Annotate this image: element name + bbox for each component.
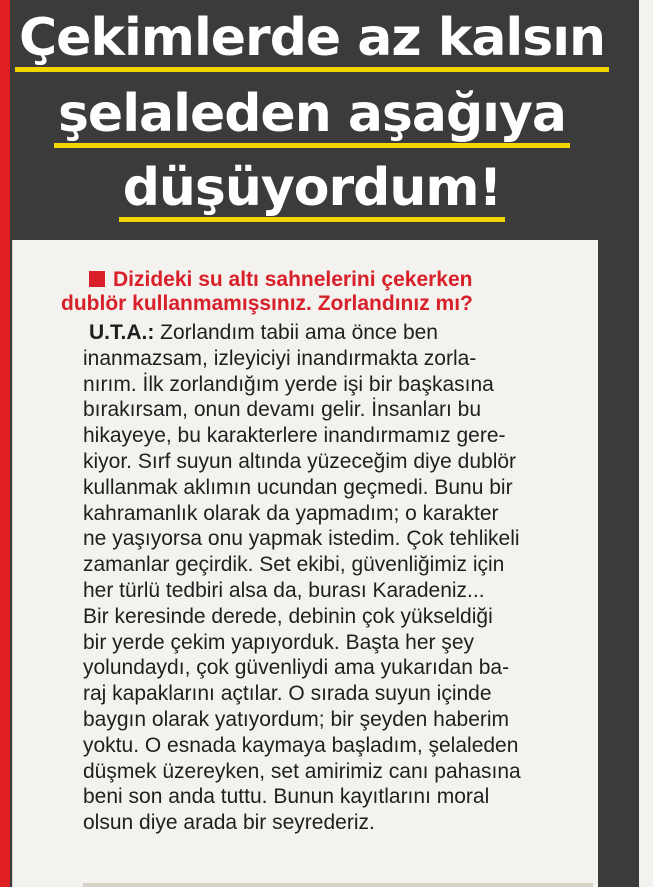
answer-line: düşmek üzereyken, set amirimiz canı pahasına <box>83 759 521 783</box>
answer-line: U.T.A.: Zorlandım tabii ama önce ben <box>89 321 438 344</box>
interview-answer <box>83 320 593 836</box>
answer-line: ne yaşıyorsa onu yapmak istedim. Çok tehlikeli <box>83 527 520 551</box>
answer-line: bir yerde çekim yapıyorduk. Başta her şey <box>83 630 475 654</box>
answer-line: yoktu. O esnada kaymaya başladım, şelaleden <box>83 733 519 757</box>
headline-line-2: şelaleden aşağıya <box>12 84 612 148</box>
question-line-1: Dizideki su altı sahnelerini çekerken <box>89 268 589 292</box>
answer-line: inanmazsam, izleyiciyi inandırmakta zorla- <box>83 346 477 370</box>
answer-line: hikayeye, bu karakterlere inandırmamız gere- <box>83 424 506 448</box>
page-right-edge <box>639 0 653 887</box>
answer-line: olsun diye arada bir seyrederiz. <box>83 811 375 835</box>
answer-line: raj kapaklarını açtılar. O sırada suyun içinde <box>83 682 492 706</box>
interview-question <box>61 268 589 316</box>
answer-line: bırakırsam, onun devamı gelir. İnsanları bu <box>83 398 482 422</box>
answer-line: kiyor. Sırf suyun altında yüzeceğim diye dublör <box>83 449 517 473</box>
answer-line: nırım. İlk zorlandığım yerde işi bir başkasına <box>83 372 494 396</box>
answer-line: kullanmak aklımın ucundan geçmedi. Bunu bir <box>83 475 513 499</box>
answer-line: zamanlar geçirdik. Set ekibi, güvenliğimiz için <box>83 553 505 577</box>
answer-line: beni son anda tuttu. Bunun kayıtlarını moral <box>83 785 490 809</box>
red-square-bullet-icon <box>89 271 105 287</box>
answer-line: yolundaydı, çok güvenliydi ama yukarıdan ba- <box>83 656 510 680</box>
red-margin-stripe <box>0 0 10 887</box>
speaker-initials: U.T.A.: <box>89 321 155 344</box>
question-line-2: dublör kullanmamışsınız. Zorlandınız mı? <box>61 292 473 315</box>
cut-off-next-paragraph <box>83 883 593 887</box>
answer-line: her türlü tedbiri alsa da, burası Karadeniz... <box>83 578 485 602</box>
answer-line: Bir keresinde derede, debinin çok yükseldiği <box>83 604 493 628</box>
answer-line: baygın olarak yatıyordum; bir şeyden haberim <box>83 707 510 731</box>
headline-line-1: Çekimlerde az kalsın <box>12 8 612 72</box>
article-body <box>12 240 598 887</box>
headline-line-3: düşüyordum! <box>12 158 612 222</box>
headline-block <box>12 0 612 240</box>
answer-line: kahramanlık olarak da yapmadım; o karakter <box>83 501 499 525</box>
